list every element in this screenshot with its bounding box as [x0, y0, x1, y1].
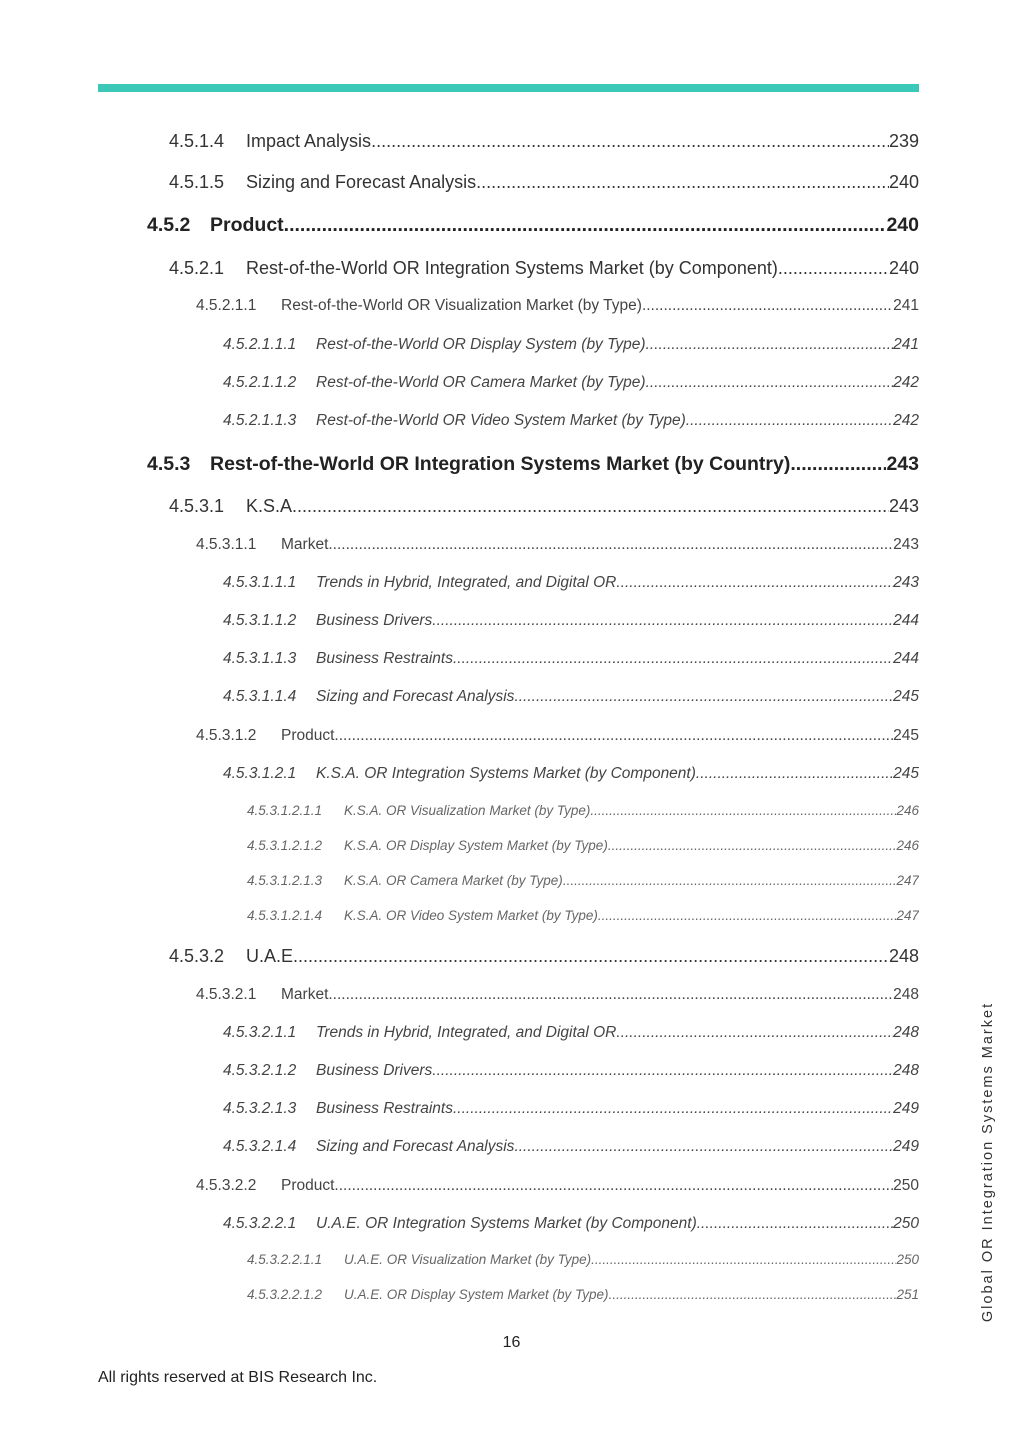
toc-entry-number: 4.5.3.1.1.4	[223, 688, 297, 705]
toc-dot-leader	[646, 374, 894, 392]
toc-dot-leader	[790, 453, 886, 476]
toc-entry-page: 240	[886, 214, 919, 236]
toc-entry-number: 4.5.3.2.2.1.1	[247, 1252, 323, 1267]
toc-entry-number: 4.5.3.1.2	[196, 727, 257, 744]
toc-entry-title: Business Restraints	[316, 1100, 453, 1117]
toc-entry-number: 4.5.3.2.1.1	[223, 1024, 297, 1041]
toc-entry[interactable]	[223, 412, 919, 430]
toc-entry-number: 4.5.3.1.2.1.1	[247, 803, 323, 818]
toc-entry-page: 240	[888, 258, 919, 278]
toc-entry-page: 250	[893, 1215, 919, 1232]
toc-entry-number: 4.5.2.1.1.3	[223, 412, 297, 429]
toc-entry-title: Business Drivers	[316, 612, 433, 629]
toc-entry[interactable]	[196, 1177, 919, 1195]
toc-entry-title: Sizing and Forecast Analysis	[246, 172, 477, 192]
toc-entry-number: 4.5.3.2	[169, 946, 225, 966]
toc-entry-title: Market	[281, 536, 329, 553]
toc-entry-page: 247	[896, 908, 919, 923]
toc-entry[interactable]	[223, 612, 919, 630]
toc-entry-page: 249	[893, 1138, 919, 1155]
toc-dot-leader	[608, 838, 897, 853]
toc-dot-leader	[328, 536, 893, 554]
toc-dot-leader	[598, 908, 897, 923]
toc-entry-title: Product	[281, 727, 335, 744]
toc-entry-title: Trends in Hybrid, Integrated, and Digital OR	[316, 1024, 617, 1041]
toc-entry-page: 244	[893, 612, 919, 629]
toc-entry-number: 4.5.2.1.1	[196, 297, 257, 314]
toc-entry[interactable]	[223, 1062, 919, 1080]
toc-entry[interactable]	[196, 986, 919, 1004]
toc-entry-number: 4.5.3.1.1.2	[223, 612, 297, 629]
toc-entry[interactable]	[223, 1215, 919, 1233]
toc-entry-page: 245	[893, 727, 919, 744]
toc-entry-title: U.A.E. OR Visualization Market (by Type)	[344, 1252, 592, 1267]
toc-dot-leader	[328, 986, 893, 1004]
toc-entry-page: 248	[893, 1062, 919, 1079]
toc-dot-leader	[514, 688, 893, 706]
toc-entry-page: 245	[893, 688, 919, 705]
toc-dot-leader	[686, 412, 893, 430]
toc-dot-leader	[334, 1177, 893, 1195]
toc-entry[interactable]	[223, 374, 919, 392]
toc-entry-title: K.S.A. OR Visualization Market (by Type)	[344, 803, 591, 818]
toc-entry-title: K.S.A. OR Integration Systems Market (by Component)	[316, 765, 696, 782]
toc-entry-number: 4.5.1.5	[169, 172, 225, 192]
toc-entry[interactable]	[169, 172, 919, 193]
toc-entry-title: U.A.E. OR Integration Systems Market (by Component)	[316, 1215, 697, 1232]
toc-dot-leader	[616, 1024, 893, 1042]
toc-entry-title: Sizing and Forecast Analysis	[316, 688, 515, 705]
toc-dot-leader	[697, 1215, 893, 1233]
header-accent-rule	[98, 84, 919, 92]
toc-entry-page: 240	[888, 172, 919, 192]
toc-entry-title: K.S.A. OR Camera Market (by Type)	[344, 873, 563, 888]
toc-entry-page: 241	[893, 336, 919, 353]
toc-entry-number: 4.5.2.1.1.2	[223, 374, 297, 391]
toc-entry-page: 250	[896, 1252, 919, 1267]
toc-entry-number: 4.5.3.2.1.3	[223, 1100, 297, 1117]
toc-entry[interactable]	[196, 536, 919, 554]
toc-entry-title: Rest-of-the-World OR Camera Market (by Type)	[316, 374, 646, 391]
toc-entry-title: Impact Analysis	[246, 131, 372, 151]
toc-dot-leader	[696, 765, 893, 783]
toc-dot-leader	[514, 1138, 893, 1156]
toc-entry-title: Product	[281, 1177, 335, 1194]
toc-entry[interactable]	[196, 297, 919, 315]
toc-entry-title: Rest-of-the-World OR Integration Systems Market (by Country)	[210, 453, 791, 475]
toc-entry-page: 246	[896, 803, 919, 818]
toc-entry-number: 4.5.3.2.2.1	[223, 1215, 297, 1232]
toc-entry[interactable]	[169, 131, 919, 152]
toc-dot-leader	[453, 1100, 893, 1118]
toc-entry-page: 243	[886, 453, 919, 475]
toc-entry[interactable]	[169, 496, 919, 517]
toc-dot-leader	[453, 650, 893, 668]
toc-dot-leader	[284, 214, 887, 237]
toc-entry-number: 4.5.3	[147, 453, 191, 475]
toc-entry[interactable]	[223, 574, 919, 592]
toc-dot-leader	[476, 172, 889, 193]
toc-dot-leader	[646, 336, 894, 354]
toc-entry-page: 248	[893, 986, 919, 1003]
toc-entry-number: 4.5.3.2.1.4	[223, 1138, 297, 1155]
toc-entry-title: U.A.E. OR Display System Market (by Type)	[344, 1287, 609, 1302]
toc-dot-leader	[778, 258, 889, 279]
toc-entry-number: 4.5.3.2.2.1.2	[247, 1287, 323, 1302]
page-number: 16	[502, 1334, 521, 1351]
toc-entry-title: Rest-of-the-World OR Visualization Market (by Type)	[281, 297, 642, 314]
toc-entry-title: Business Restraints	[316, 650, 453, 667]
toc-entry-number: 4.5.3.1.1.3	[223, 650, 297, 667]
toc-entry-page: 248	[893, 1024, 919, 1041]
toc-entry-title: K.S.A.	[246, 496, 298, 516]
toc-entry-title: Business Drivers	[316, 1062, 433, 1079]
toc-entry[interactable]	[169, 946, 919, 967]
toc-entry-title: K.S.A. OR Display System Market (by Type)	[344, 838, 608, 853]
toc-entry-number: 4.5.3.2.1.2	[223, 1062, 297, 1079]
toc-entry[interactable]	[223, 688, 919, 706]
toc-entry-number: 4.5.1.4	[169, 131, 225, 151]
copyright-footer: All rights reserved at BIS Research Inc.	[98, 1369, 378, 1386]
toc-entry[interactable]	[247, 803, 919, 818]
toc-entry[interactable]	[247, 1252, 919, 1267]
toc-entry-number: 4.5.3.1.1.1	[223, 574, 297, 591]
toc-entry[interactable]	[147, 453, 919, 476]
toc-entry[interactable]	[223, 1024, 919, 1042]
toc-dot-leader	[591, 1252, 896, 1267]
toc-dot-leader	[616, 574, 893, 592]
toc-entry-number: 4.5.3.2.2	[196, 1177, 257, 1194]
toc-entry-page: 245	[893, 765, 919, 782]
toc-entry[interactable]	[147, 214, 919, 237]
toc-entry[interactable]	[247, 873, 919, 888]
toc-entry-number: 4.5.3.2.1	[196, 986, 257, 1003]
toc-dot-leader	[432, 612, 893, 630]
toc-entry[interactable]	[247, 908, 919, 923]
toc-entry-title: Product	[210, 214, 284, 236]
toc-entry[interactable]	[223, 336, 919, 354]
toc-entry-title: Rest-of-the-World OR Video System Market (by Type)	[316, 412, 686, 429]
toc-entry-page: 246	[896, 838, 919, 853]
toc-entry[interactable]	[169, 258, 919, 279]
toc-entry[interactable]	[223, 1138, 919, 1156]
toc-entry[interactable]	[196, 727, 919, 745]
toc-dot-leader	[609, 1287, 897, 1302]
toc-entry-title: K.S.A. OR Video System Market (by Type)	[344, 908, 598, 923]
toc-dot-leader	[432, 1062, 893, 1080]
toc-entry-page: 250	[893, 1177, 919, 1194]
toc-entry-page: 243	[893, 536, 919, 553]
toc-entry[interactable]	[223, 765, 919, 783]
side-document-title: Global OR Integration Systems Market	[980, 1001, 996, 1323]
toc-entry-number: 4.5.3.1.2.1.3	[247, 873, 323, 888]
toc-entry[interactable]	[247, 1287, 919, 1302]
toc-entry-page: 243	[888, 496, 919, 516]
toc-entry-title: Market	[281, 986, 329, 1003]
toc-entry-page: 249	[893, 1100, 919, 1117]
toc-dot-leader	[297, 496, 889, 517]
toc-entry-page: 244	[893, 650, 919, 667]
toc-entry-page: 241	[893, 297, 919, 314]
toc-entry-page: 239	[888, 131, 919, 151]
toc-entry-number: 4.5.3.1	[169, 496, 225, 516]
toc-entry-title: Rest-of-the-World OR Display System (by Type)	[316, 336, 646, 353]
toc-entry-page: 248	[888, 946, 919, 966]
toc-dot-leader	[298, 946, 889, 967]
toc-entry-page: 251	[896, 1287, 919, 1302]
toc-dot-leader	[563, 873, 897, 888]
toc-entry[interactable]	[247, 838, 919, 853]
toc-entry-number: 4.5.3.1.2.1	[223, 765, 297, 782]
toc-entry-title: Trends in Hybrid, Integrated, and Digital OR	[316, 574, 617, 591]
toc-entry-number: 4.5.3.1.2.1.4	[247, 908, 323, 923]
toc-entry-title: U.A.E.	[246, 946, 299, 966]
toc-entry[interactable]	[223, 1100, 919, 1118]
toc-entry-number: 4.5.2.1.1.1	[223, 336, 297, 353]
toc-dot-leader	[334, 727, 893, 745]
toc-entry-number: 4.5.2.1	[169, 258, 225, 278]
toc-entry-number: 4.5.3.1.2.1.2	[247, 838, 323, 853]
toc-entry-number: 4.5.2	[147, 214, 191, 236]
toc-dot-leader	[371, 131, 889, 152]
toc-entry[interactable]	[223, 650, 919, 668]
toc-entry-page: 242	[893, 374, 919, 391]
toc-dot-leader	[642, 297, 893, 315]
toc-entry-title: Sizing and Forecast Analysis	[316, 1138, 515, 1155]
toc-entry-number: 4.5.3.1.1	[196, 536, 257, 553]
toc-entry-page: 242	[893, 412, 919, 429]
toc-dot-leader	[590, 803, 896, 818]
toc-entry-title: Rest-of-the-World OR Integration Systems Market (by Component)	[246, 258, 778, 278]
toc-entry-page: 243	[893, 574, 919, 591]
toc-entry-page: 247	[896, 873, 919, 888]
